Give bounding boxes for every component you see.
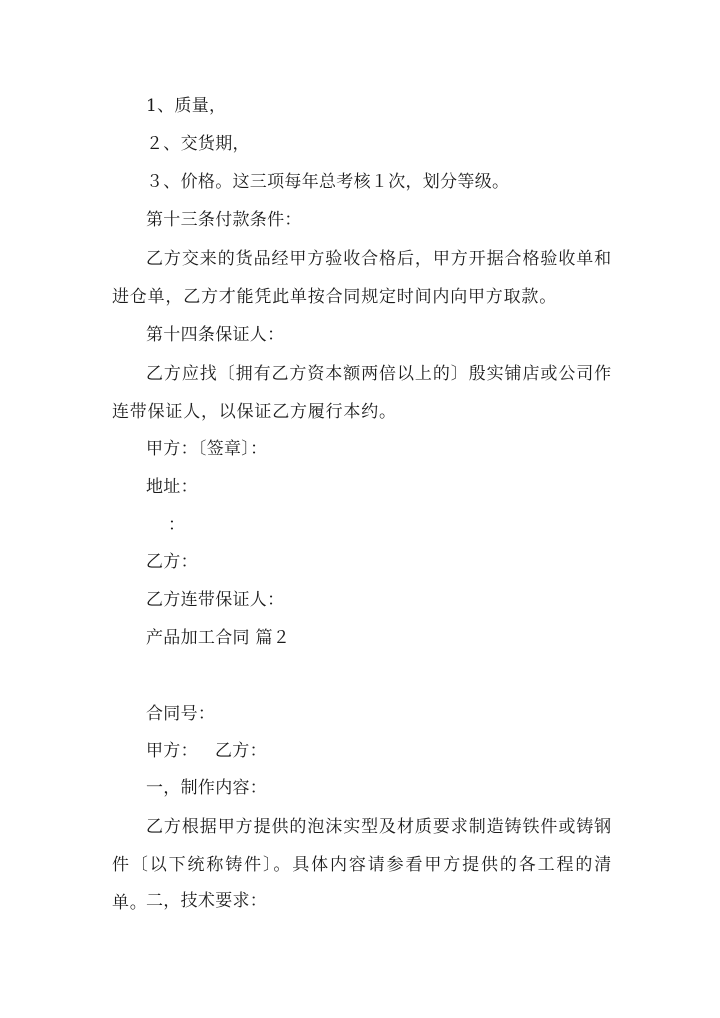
contract-number-label: 合同号： [146,704,216,724]
party-b-guarantor: 乙方连带保证人： [146,590,285,610]
clause-1-body: 乙方根据甲方提供的泡沫实型及材质要求制造铸铁件或铸钢件〔以下统称铸件〕。具体内容请参看甲方提供的各工程的清单。 [112,817,612,913]
colon-line: ： [168,515,186,535]
item-delivery: ２、交货期， [146,134,250,154]
clause-1-title: 一，制作内容： [146,778,268,798]
parties-line: 甲方： 乙方： [146,741,267,761]
article-14-title: 第十四条保证人： [146,325,285,345]
article-14-body: 乙方应找〔拥有乙方资本额两倍以上的〕殷实铺店或公司作连带保证人，以保证乙方履行本约。 [112,364,612,422]
section-heading: 产品加工合同 篇２ [146,628,291,648]
party-a-seal: 甲方：〔签章〕： [146,439,268,459]
party-b-label: 乙方： [146,552,198,572]
item-price: ３、价格。这三项每年总考核１次，划分等级。 [146,172,510,192]
article-13-body: 乙方交来的货品经甲方验收合格后，甲方开据合格验收单和进仓单，乙方才能凭此单按合同规定时间内向甲方取款。 [112,249,612,307]
clause-2-title: 二，技术要求： [146,891,268,911]
address-label: 地址： [146,477,198,497]
item-quality: 1、质量， [146,96,227,116]
article-13-title: 第十三条付款条件： [146,210,302,230]
